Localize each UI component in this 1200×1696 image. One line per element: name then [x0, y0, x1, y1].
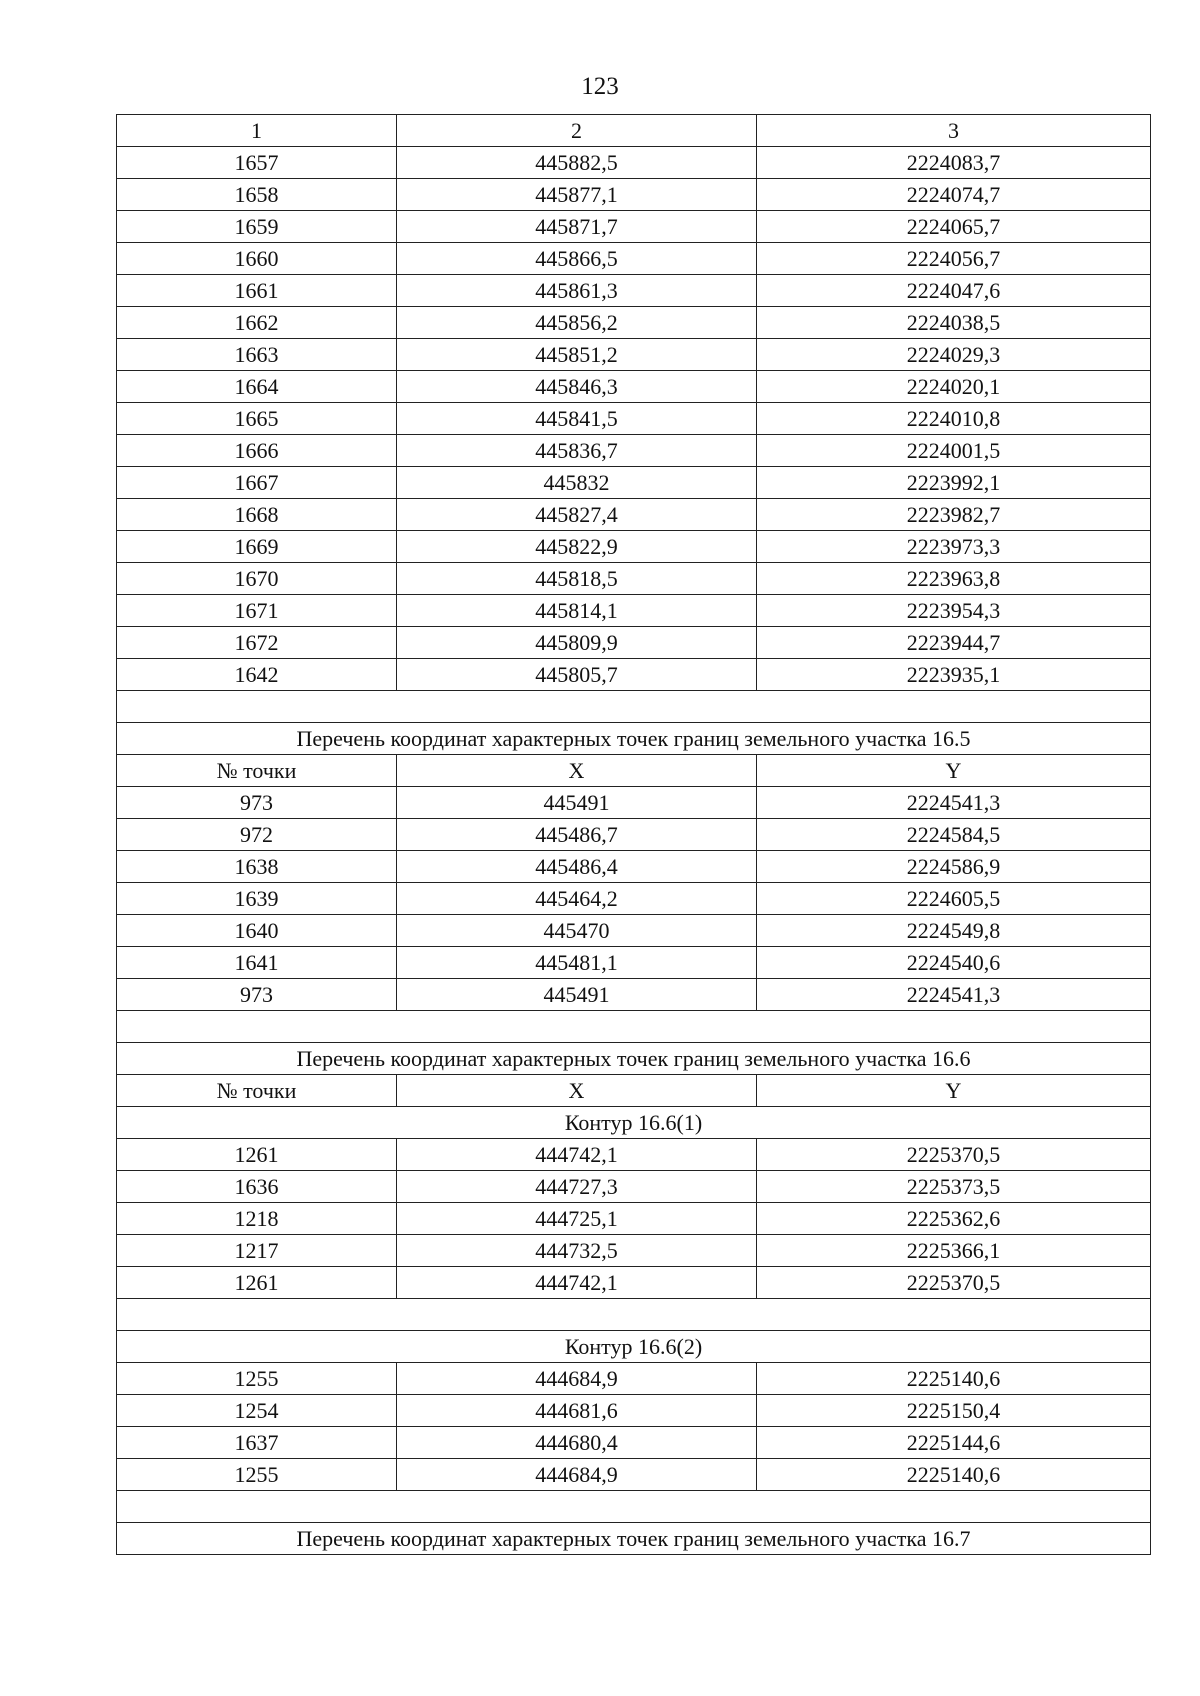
- y-coordinate-cell: 2225144,6: [757, 1427, 1151, 1459]
- table-row: [117, 435, 1151, 467]
- x-coordinate-cell: 445809,9: [397, 627, 757, 659]
- y-coordinate-cell: 2224605,5: [757, 883, 1151, 915]
- section-title-row: [117, 1523, 1151, 1555]
- y-coordinate-cell: 2224047,6: [757, 275, 1151, 307]
- x-coordinate-cell: 445470: [397, 915, 757, 947]
- x-coordinate-cell: 445856,2: [397, 307, 757, 339]
- point-number-cell: 1661: [117, 275, 397, 307]
- y-coordinate-cell: 2224083,7: [757, 147, 1151, 179]
- point-number-cell: 1638: [117, 851, 397, 883]
- point-number-cell: 972: [117, 819, 397, 851]
- x-coordinate-cell: 445827,4: [397, 499, 757, 531]
- y-coordinate-cell: 2223944,7: [757, 627, 1151, 659]
- y-coordinate-cell: 2225150,4: [757, 1395, 1151, 1427]
- x-coordinate-cell: 445818,5: [397, 563, 757, 595]
- point-number-cell: 1671: [117, 595, 397, 627]
- y-coordinate-cell: 2224584,5: [757, 819, 1151, 851]
- table-row: [117, 787, 1151, 819]
- table-row: [117, 627, 1151, 659]
- x-coordinate-cell: 445464,2: [397, 883, 757, 915]
- y-coordinate-cell: 2224065,7: [757, 211, 1151, 243]
- x-coordinate-cell: 444680,4: [397, 1427, 757, 1459]
- empty-cell: [117, 1011, 1151, 1043]
- x-coordinate-cell: 445866,5: [397, 243, 757, 275]
- point-number-cell: 1255: [117, 1363, 397, 1395]
- y-coordinate-cell: 2223963,8: [757, 563, 1151, 595]
- y-coordinate-cell: 2224540,6: [757, 947, 1151, 979]
- y-coordinate-cell: 2224001,5: [757, 435, 1151, 467]
- point-number-cell: 1261: [117, 1267, 397, 1299]
- y-coordinate-cell: 2224056,7: [757, 243, 1151, 275]
- x-coordinate-cell: 444742,1: [397, 1267, 757, 1299]
- y-coordinate-cell: 2224586,9: [757, 851, 1151, 883]
- x-coordinate-cell: 444725,1: [397, 1203, 757, 1235]
- x-coordinate-cell: 444684,9: [397, 1363, 757, 1395]
- point-number-cell: 1665: [117, 403, 397, 435]
- table-row: [117, 179, 1151, 211]
- y-header: Y: [757, 755, 1151, 787]
- x-coordinate-cell: 445491: [397, 979, 757, 1011]
- x-coordinate-cell: 444732,5: [397, 1235, 757, 1267]
- empty-row: [117, 1491, 1151, 1523]
- table-row: [117, 371, 1151, 403]
- section-title-row: [117, 1331, 1151, 1363]
- empty-row: [117, 1299, 1151, 1331]
- point-number-cell: 1637: [117, 1427, 397, 1459]
- table-row: [117, 947, 1151, 979]
- table-row: [117, 403, 1151, 435]
- y-coordinate-cell: 2223935,1: [757, 659, 1151, 691]
- column-header-row: [117, 1075, 1151, 1107]
- y-coordinate-cell: 2225373,5: [757, 1171, 1151, 1203]
- section-title: Контур 16.6(1): [117, 1107, 1151, 1139]
- x-coordinate-cell: 445805,7: [397, 659, 757, 691]
- point-number-cell: 1642: [117, 659, 397, 691]
- y-coordinate-cell: 2224074,7: [757, 179, 1151, 211]
- point-number-cell: 1218: [117, 1203, 397, 1235]
- x-coordinate-cell: 445846,3: [397, 371, 757, 403]
- x-coordinate-cell: 444742,1: [397, 1139, 757, 1171]
- table-row: [117, 1203, 1151, 1235]
- section-title-row: [117, 1107, 1151, 1139]
- x-coordinate-cell: 445871,7: [397, 211, 757, 243]
- column-number-row: [117, 115, 1151, 147]
- table-row: [117, 819, 1151, 851]
- table-row: [117, 211, 1151, 243]
- x-coordinate-cell: 444684,9: [397, 1459, 757, 1491]
- x-coordinate-cell: 445877,1: [397, 179, 757, 211]
- coordinates-table: [116, 114, 1151, 1555]
- x-coordinate-cell: 445836,7: [397, 435, 757, 467]
- page-number: 123: [581, 73, 619, 100]
- table-row: [117, 339, 1151, 371]
- x-coordinate-cell: 445851,2: [397, 339, 757, 371]
- y-header: Y: [757, 1075, 1151, 1107]
- point-number-cell: 973: [117, 979, 397, 1011]
- x-coordinate-cell: 444727,3: [397, 1171, 757, 1203]
- coordinates-table-body: [117, 115, 1151, 1555]
- table-row: [117, 147, 1151, 179]
- x-coordinate-cell: 445481,1: [397, 947, 757, 979]
- y-coordinate-cell: 2225366,1: [757, 1235, 1151, 1267]
- table-row: [117, 1267, 1151, 1299]
- point-number-cell: 973: [117, 787, 397, 819]
- y-coordinate-cell: 2223954,3: [757, 595, 1151, 627]
- point-number-cell: 1664: [117, 371, 397, 403]
- x-coordinate-cell: 445814,1: [397, 595, 757, 627]
- point-number-cell: 1663: [117, 339, 397, 371]
- x-header: X: [397, 755, 757, 787]
- table-row: [117, 979, 1151, 1011]
- table-row: [117, 595, 1151, 627]
- point-number-header: № точки: [117, 1075, 397, 1107]
- point-number-cell: 1640: [117, 915, 397, 947]
- x-coordinate-cell: 445841,5: [397, 403, 757, 435]
- point-number-cell: 1658: [117, 179, 397, 211]
- section-title-row: [117, 723, 1151, 755]
- column-header-row: [117, 755, 1151, 787]
- point-number-cell: 1667: [117, 467, 397, 499]
- point-number-cell: 1669: [117, 531, 397, 563]
- table-row: [117, 1235, 1151, 1267]
- table-row: [117, 499, 1151, 531]
- y-coordinate-cell: 2224038,5: [757, 307, 1151, 339]
- table-row: [117, 659, 1151, 691]
- table-row: [117, 1139, 1151, 1171]
- point-number-cell: 1672: [117, 627, 397, 659]
- table-row: [117, 883, 1151, 915]
- point-number-cell: 1657: [117, 147, 397, 179]
- point-number-cell: 1641: [117, 947, 397, 979]
- x-coordinate-cell: 445486,7: [397, 819, 757, 851]
- point-number-cell: 1254: [117, 1395, 397, 1427]
- y-coordinate-cell: 2225370,5: [757, 1267, 1151, 1299]
- point-number-cell: 1217: [117, 1235, 397, 1267]
- x-coordinate-cell: 445486,4: [397, 851, 757, 883]
- y-coordinate-cell: 2224541,3: [757, 979, 1151, 1011]
- table-row: [117, 1459, 1151, 1491]
- point-number-header: № точки: [117, 755, 397, 787]
- y-coordinate-cell: 2224020,1: [757, 371, 1151, 403]
- empty-row: [117, 691, 1151, 723]
- point-number-cell: 1636: [117, 1171, 397, 1203]
- point-number-cell: 1639: [117, 883, 397, 915]
- y-coordinate-cell: 2224010,8: [757, 403, 1151, 435]
- column-number-cell: 3: [757, 115, 1151, 147]
- column-number-cell: 1: [117, 115, 397, 147]
- y-coordinate-cell: 2223992,1: [757, 467, 1151, 499]
- table-row: [117, 1427, 1151, 1459]
- y-coordinate-cell: 2225140,6: [757, 1363, 1151, 1395]
- point-number-cell: 1668: [117, 499, 397, 531]
- x-coordinate-cell: 444681,6: [397, 1395, 757, 1427]
- point-number-cell: 1659: [117, 211, 397, 243]
- column-number-cell: 2: [397, 115, 757, 147]
- x-coordinate-cell: 445832: [397, 467, 757, 499]
- x-coordinate-cell: 445822,9: [397, 531, 757, 563]
- section-title-row: [117, 1043, 1151, 1075]
- point-number-cell: 1261: [117, 1139, 397, 1171]
- table-row: [117, 243, 1151, 275]
- table-row: [117, 915, 1151, 947]
- section-title: Перечень координат характерных точек границ земельного участка 16.7: [117, 1523, 1151, 1555]
- y-coordinate-cell: 2225140,6: [757, 1459, 1151, 1491]
- x-header: X: [397, 1075, 757, 1107]
- table-row: [117, 275, 1151, 307]
- y-coordinate-cell: 2224029,3: [757, 339, 1151, 371]
- section-title: Перечень координат характерных точек границ земельного участка 16.6: [117, 1043, 1151, 1075]
- table-row: [117, 531, 1151, 563]
- table-row: [117, 1363, 1151, 1395]
- table-row: [117, 307, 1151, 339]
- table-row: [117, 467, 1151, 499]
- table-row: [117, 1171, 1151, 1203]
- y-coordinate-cell: 2225362,6: [757, 1203, 1151, 1235]
- table-row: [117, 563, 1151, 595]
- y-coordinate-cell: 2223982,7: [757, 499, 1151, 531]
- x-coordinate-cell: 445882,5: [397, 147, 757, 179]
- table-row: [117, 1395, 1151, 1427]
- table-row: [117, 851, 1151, 883]
- y-coordinate-cell: 2224549,8: [757, 915, 1151, 947]
- x-coordinate-cell: 445861,3: [397, 275, 757, 307]
- point-number-cell: 1660: [117, 243, 397, 275]
- empty-cell: [117, 1299, 1151, 1331]
- section-title: Контур 16.6(2): [117, 1331, 1151, 1363]
- empty-cell: [117, 691, 1151, 723]
- point-number-cell: 1255: [117, 1459, 397, 1491]
- y-coordinate-cell: 2225370,5: [757, 1139, 1151, 1171]
- section-title: Перечень координат характерных точек границ земельного участка 16.5: [117, 723, 1151, 755]
- y-coordinate-cell: 2224541,3: [757, 787, 1151, 819]
- empty-row: [117, 1011, 1151, 1043]
- empty-cell: [117, 1491, 1151, 1523]
- y-coordinate-cell: 2223973,3: [757, 531, 1151, 563]
- x-coordinate-cell: 445491: [397, 787, 757, 819]
- point-number-cell: 1666: [117, 435, 397, 467]
- point-number-cell: 1662: [117, 307, 397, 339]
- point-number-cell: 1670: [117, 563, 397, 595]
